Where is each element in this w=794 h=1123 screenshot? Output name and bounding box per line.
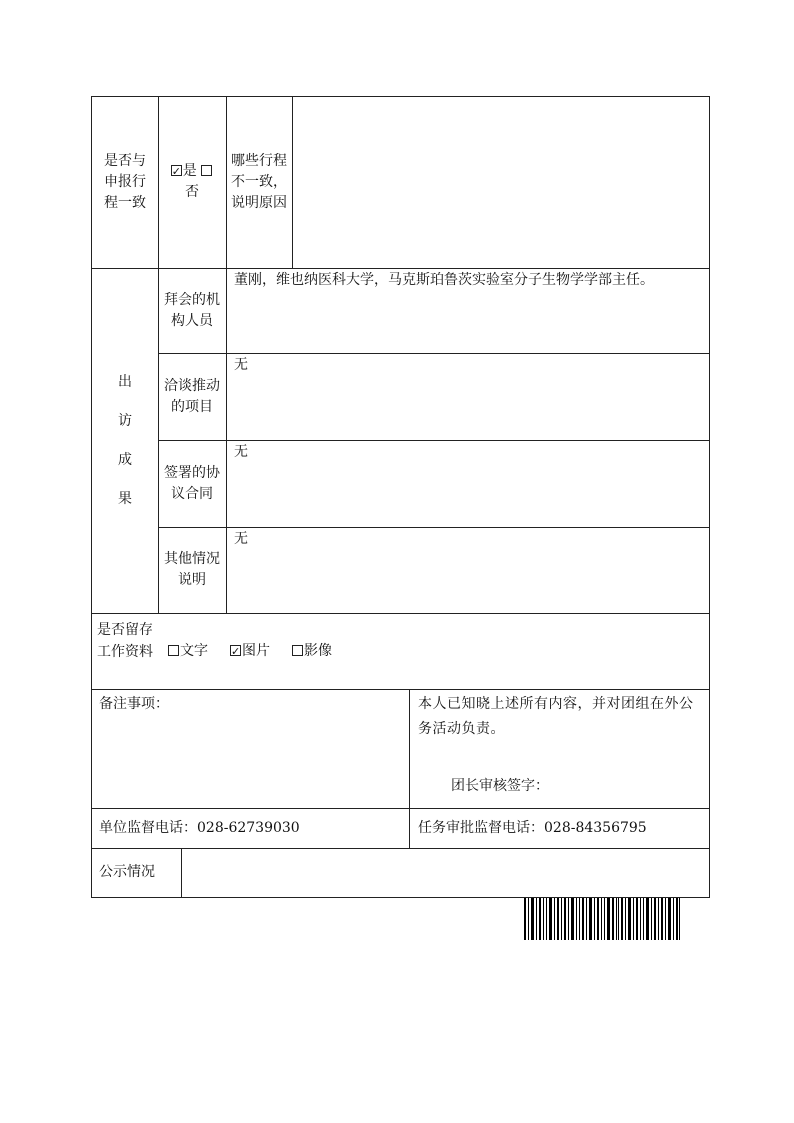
task-phone xyxy=(418,808,708,848)
leader-statement: 本人已知晓上述所有内容，并对团组在外公务活动负责。 xyxy=(418,696,694,737)
results-label xyxy=(92,268,158,613)
no-checkbox[interactable]: 否 xyxy=(185,163,213,200)
checkbox-empty-icon xyxy=(168,645,179,656)
results-row-value[interactable]: 无 xyxy=(234,357,248,373)
materials-options xyxy=(168,613,704,689)
results-row-label: 拜会的机构人员 xyxy=(164,291,220,329)
checkbox-empty-icon xyxy=(292,645,303,656)
inconsistent-reason-field[interactable] xyxy=(296,100,704,260)
results-label-char: 访 xyxy=(118,412,132,429)
yes-checkbox[interactable]: ✓是 xyxy=(171,163,201,179)
results-row-value[interactable]: 无 xyxy=(234,444,248,460)
checkbox-checked-icon xyxy=(230,645,241,656)
task-phone-label: 任务审批监督电话： xyxy=(418,819,544,836)
remarks-label[interactable]: 备注事项： xyxy=(99,696,169,712)
publicity-label: 公示情况 xyxy=(99,864,155,880)
unit-phone-label: 单位监督电话： xyxy=(99,819,197,836)
results-label-char: 成 xyxy=(118,451,132,468)
materials-label: 是否留存工作资料 xyxy=(97,622,153,660)
materials-option-text[interactable]: 文字 xyxy=(168,641,208,662)
publicity-field[interactable] xyxy=(188,848,704,897)
unit-phone-number: 028-62739030 xyxy=(197,819,300,836)
consistency-options xyxy=(162,96,222,268)
barcode xyxy=(524,898,680,940)
checkbox-empty-icon xyxy=(201,165,212,176)
materials-option-image[interactable]: ✓ 图片 xyxy=(230,641,270,662)
results-row-label: 签署的协议合同 xyxy=(164,464,220,502)
consistency-label: 是否与申报行程一致 xyxy=(104,152,146,211)
results-label-char: 出 xyxy=(118,373,132,390)
leader-signature-label[interactable]: 团长审核签字： xyxy=(451,778,549,794)
checkbox-checked-icon xyxy=(171,165,182,176)
results-row-label: 其他情况说明 xyxy=(164,551,220,588)
results-row-value[interactable]: 无 xyxy=(234,531,248,547)
results-row-value[interactable]: 董刚，维也纳医科大学，马克斯珀鲁茨实验室分子生物学学部主任。 xyxy=(234,272,654,288)
unit-phone xyxy=(99,808,405,848)
inconsistent-label: 哪些行程不一致，说明原因 xyxy=(231,152,287,211)
materials-option-video[interactable]: 影像 xyxy=(292,641,332,662)
task-phone-number: 028-84356795 xyxy=(544,819,647,836)
results-row-label: 洽谈推动的项目 xyxy=(164,377,220,415)
results-label-char: 果 xyxy=(118,490,132,507)
